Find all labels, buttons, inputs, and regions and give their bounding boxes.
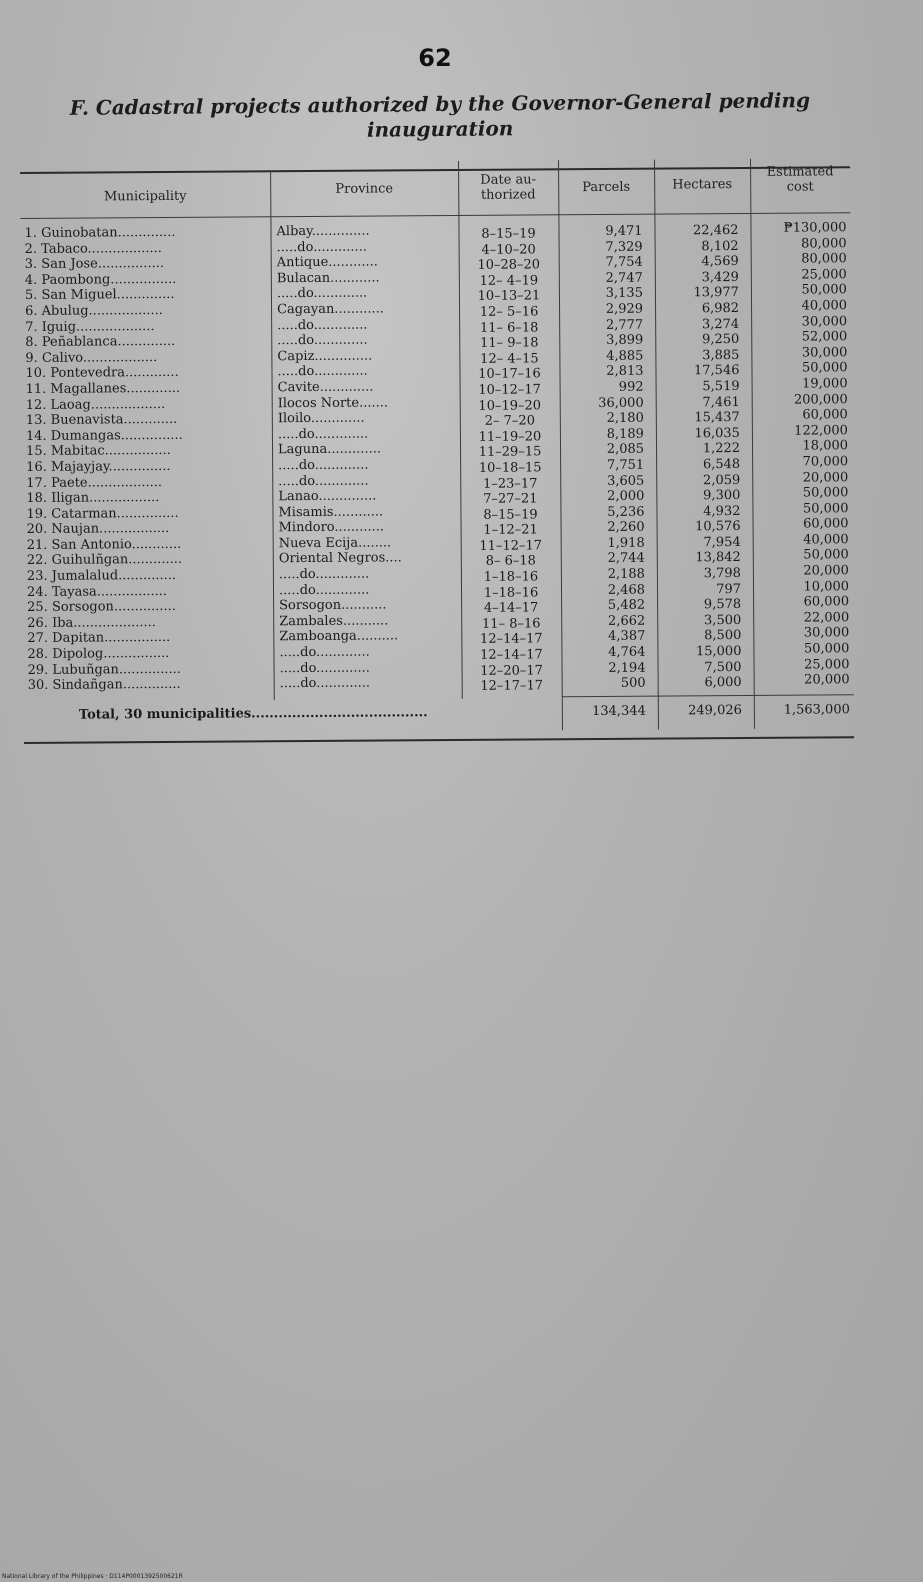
table-cell: 10. Pontevedra.............	[25, 365, 179, 382]
table-cell: 28. Dipolog................	[27, 646, 170, 662]
table-cell: 36,000	[598, 395, 644, 411]
total-label: Total, 30 municipalities.......................................	[78, 705, 428, 723]
table-cell: Ilocos Norte.......	[277, 394, 389, 411]
table-cell: 60,000	[803, 594, 850, 610]
table-cell: 1. Guinobatan..............	[24, 224, 176, 241]
table-cell: 2,777	[605, 317, 644, 333]
table-cell: 1–12–21	[483, 522, 538, 539]
header-bottom-rule	[20, 212, 850, 219]
table-cell: 19,000	[802, 376, 848, 392]
table-cell: 10–13–21	[477, 288, 541, 305]
table-cell: 25,000	[801, 267, 847, 283]
table-cell: 2,180	[606, 410, 644, 427]
table-cell: 4,387	[608, 629, 646, 645]
table-cell: 19. Catarman...............	[26, 505, 179, 522]
total-cost: 1,563,000	[783, 702, 850, 718]
table-cell: 12– 4–15	[480, 351, 539, 367]
table-cell: 80,000	[801, 251, 847, 267]
table-cell: Zambales...........	[279, 613, 389, 630]
table-cell: 4,764	[608, 644, 646, 660]
title-line-1: F. Cadastral projects authorized by the Governor-General pending	[69, 88, 811, 120]
table-cell: 25,000	[803, 656, 850, 673]
table-cell: 8. Peñablanca..............	[25, 334, 176, 351]
table-cell: .....do.............	[279, 675, 371, 692]
table-cell: 60,000	[802, 407, 848, 423]
table-cell: 500	[620, 675, 646, 692]
table-cell: 20. Naujan.................	[26, 521, 170, 538]
table-cell: 20,000	[804, 672, 850, 688]
table-cell: 11– 9–18	[479, 335, 539, 351]
table-cell: 29. Lubuñgan...............	[27, 661, 181, 678]
table-cell: 3,899	[606, 332, 644, 349]
table-cell: 797	[716, 581, 742, 597]
table-cell: 2,194	[608, 660, 646, 676]
table-cell: .....do.............	[276, 285, 368, 302]
table-cell: 50,000	[801, 282, 847, 298]
table-cell: 30,000	[801, 313, 848, 330]
header-municipality: Municipality	[103, 188, 187, 205]
hectares-column	[656, 223, 741, 691]
table-cell: 15,000	[695, 644, 742, 660]
table-cell: 3,605	[606, 473, 645, 489]
table-cell: 2. Tabaco..................	[24, 240, 162, 257]
table-cell: 16,035	[694, 425, 740, 442]
table-cell: 3,500	[703, 612, 742, 629]
table-cell: 21. San Antonio............	[26, 536, 182, 553]
table-cell: 3,429	[701, 269, 739, 286]
total-hectares: 249,026	[688, 702, 742, 719]
table-cell: 8,102	[701, 238, 739, 254]
table-cell: 2,468	[607, 582, 646, 598]
page-title	[40, 88, 840, 146]
table-cell: 122,000	[794, 422, 848, 439]
table-cell: Nueva Ecija........	[278, 535, 392, 552]
table-cell: 8,500	[704, 628, 742, 644]
table-cell: 17,546	[693, 363, 740, 379]
table-cell: 30,000	[803, 625, 850, 641]
table-cell: 10–28–20	[477, 257, 541, 273]
header-cost: Estimated cost	[766, 164, 834, 195]
table-cell: 10–12–17	[478, 382, 541, 398]
table-cell: 14. Dumangas...............	[25, 427, 183, 444]
parcels-column	[560, 224, 645, 692]
date-column	[462, 226, 557, 694]
table-cell: 13. Buenavista.............	[25, 412, 178, 429]
table-cell: 11–19–20	[478, 429, 542, 445]
table-cell: 1–23–17	[483, 475, 538, 492]
table-cell: Albay..............	[276, 223, 370, 240]
table-cell: Oriental Negros....	[278, 550, 402, 567]
table-cell: 5,519	[702, 378, 740, 395]
table-cell: 8– 6–18	[485, 553, 536, 570]
table-cell: 12– 5–16	[479, 304, 539, 320]
table-cell: Mindoro............	[278, 519, 385, 536]
table-cell: 8,189	[606, 426, 644, 442]
table-cell: .....do.............	[279, 660, 370, 676]
table-cell: 9,250	[702, 332, 740, 348]
table-bottom-rule	[24, 736, 854, 744]
table-cell: 22,462	[692, 222, 739, 239]
table-cell: Laguna.............	[277, 441, 382, 458]
table-cell: 8–15–19	[481, 226, 536, 242]
table-cell: 4,885	[606, 348, 644, 364]
table-cell: 13,842	[695, 550, 741, 566]
table-cell: 9,578	[703, 597, 742, 613]
table-cell: 10,000	[803, 578, 850, 595]
header-province: Province	[335, 181, 394, 197]
province-column	[276, 223, 459, 692]
table-cell: 4–10–20	[481, 241, 536, 258]
table-cell: 50,000	[803, 547, 849, 564]
table-cell: 17. Paete..................	[26, 474, 163, 491]
table-cell: .....do.............	[277, 332, 368, 349]
table-cell: 10,576	[695, 519, 741, 535]
table-cell: 2,662	[607, 613, 646, 629]
table-cell: 992	[618, 379, 644, 395]
table-cell: Cavite.............	[277, 379, 374, 396]
table-cell: 1–18–16	[483, 569, 539, 585]
table-cell: 7,329	[605, 239, 643, 255]
table-cell: 2,929	[605, 301, 644, 317]
total-parcels: 134,344	[592, 703, 646, 720]
table-cell: 11– 6–18	[479, 319, 539, 336]
table-cell: Iloilo.............	[277, 410, 365, 427]
table-cell: 4. Paombong................	[24, 271, 177, 288]
table-cell: 30. Sindañgan..............	[27, 677, 181, 694]
table-cell: 2,747	[605, 270, 643, 286]
table-cell: 10–18–15	[478, 460, 542, 476]
table-cell: 6,982	[701, 300, 740, 317]
table-cell: Antique............	[276, 254, 378, 271]
table-cell: 27. Dapitan................	[27, 630, 171, 647]
table-cell: 1–18–16	[483, 585, 539, 601]
header-hectares: Hectares	[672, 177, 733, 193]
table-cell: 23. Jumalalud..............	[26, 567, 177, 585]
table-cell: 6,000	[704, 675, 742, 691]
table-cell: 5. San Miguel..............	[24, 287, 175, 304]
table-cell: 50,000	[801, 360, 848, 376]
table-cell: 70,000	[802, 454, 849, 470]
table-cell: 10–19–20	[478, 397, 542, 414]
table-cell: 20,000	[803, 563, 849, 579]
table-cell: .....do.............	[279, 644, 370, 661]
table-cell: 20,000	[802, 469, 849, 486]
table-cell: 9,471	[605, 223, 643, 239]
table-cell: 3,885	[702, 347, 740, 363]
footer-credit: National Library of the Philippines · D114P0001392500621R	[2, 1573, 183, 1580]
table-cell: 25. Sorsogon...............	[27, 599, 176, 616]
municipality-column	[24, 224, 277, 694]
table-cell: 11–12–17	[479, 538, 543, 554]
table-cell: 22. Guihulñgan.............	[26, 552, 183, 569]
table-cell: 9,300	[703, 488, 741, 504]
table-cell: .....do.............	[278, 566, 370, 583]
table-cell: 24. Tayasa.................	[26, 583, 168, 600]
table-cell: 50,000	[802, 485, 849, 501]
table-cell: 7. Iguig...................	[25, 318, 155, 335]
title-line-2: inauguration	[366, 116, 514, 142]
table-cell: 2,813	[606, 363, 644, 380]
table-cell: 6,548	[702, 456, 741, 473]
table-cell: 1,918	[607, 535, 645, 551]
table-cell: 7–27–21	[483, 491, 538, 507]
table-cell: 12–14–17	[480, 647, 543, 663]
table-cell: 7,754	[605, 254, 643, 271]
table-cell: 18,000	[802, 438, 849, 454]
table-cell: 30,000	[801, 344, 848, 361]
table-cell: 52,000	[801, 329, 848, 345]
table-cell: 26. Iba....................	[27, 614, 156, 631]
table-cell: 11. Magallanes.............	[25, 380, 181, 397]
table-cell: 10–17–16	[478, 366, 541, 383]
table-cell: 4–14–17	[483, 600, 539, 617]
table-cell: 50,000	[802, 500, 849, 517]
table-cell: 18. Iligan.................	[26, 490, 160, 507]
table-cell: Bulacan............	[276, 270, 380, 286]
table-cell: 12–20–17	[480, 662, 543, 679]
table-cell: .....do.............	[277, 317, 368, 333]
table-cell: .....do.............	[277, 426, 369, 442]
table-cell: .....do.............	[278, 473, 369, 489]
table-cell: 4,932	[703, 503, 741, 519]
table-cell: Misamis............	[278, 504, 384, 520]
table-top-rule	[20, 166, 850, 174]
table-cell: 3,274	[701, 316, 740, 332]
table-cell: 13,977	[693, 285, 739, 301]
table-cell: 9. Calivo..................	[25, 349, 158, 366]
table-cell: 40,000	[801, 298, 848, 314]
table-cell: 6. Abulug..................	[25, 302, 163, 319]
table-cell: Zamboanga..........	[279, 628, 399, 645]
table-cell: .....do.............	[276, 239, 367, 255]
table-cell: 11–29–15	[478, 444, 542, 461]
table-cell: 12. Laoag..................	[25, 396, 166, 413]
table-cell: 50,000	[803, 641, 850, 657]
total-rule	[562, 694, 854, 697]
table-cell: 4,569	[701, 254, 739, 270]
table-cell: 2,085	[606, 441, 645, 458]
table-cell: 3. San Jose................	[24, 256, 164, 273]
table-cell: .....do.............	[278, 582, 370, 598]
table-cell: 60,000	[803, 516, 849, 532]
table-cell: 2,188	[607, 566, 645, 582]
cost-column	[752, 220, 849, 688]
page-number: 62	[418, 44, 452, 72]
header-parcels: Parcels	[582, 179, 631, 196]
table-cell: 15. Mabitac................	[25, 443, 171, 460]
table-cell: 5,482	[607, 597, 646, 614]
table-cell: 3,135	[605, 286, 643, 302]
table-cell: 11– 8–16	[481, 616, 541, 632]
table-cell: 1,222	[702, 441, 741, 457]
table-cell: Cagayan............	[276, 301, 384, 318]
table-cell: Capiz..............	[277, 348, 373, 364]
table-cell: 40,000	[803, 532, 849, 548]
table-cell: Sorsogon...........	[279, 597, 387, 614]
table-cell: 8–15–19	[483, 507, 538, 523]
table-cell: .....do.............	[277, 363, 368, 380]
table-cell: 15,437	[694, 410, 740, 426]
table-cell: 3,798	[703, 566, 741, 582]
table-cell: 2,260	[607, 519, 645, 536]
table-cell: 80,000	[801, 235, 847, 252]
table-cell: 7,954	[703, 534, 741, 551]
table-cell: 2,744	[607, 551, 645, 567]
table-cell: 5,236	[607, 504, 645, 520]
table-cell: .....do.............	[278, 457, 369, 474]
table-cell: Lanao..............	[278, 488, 377, 505]
table-cell: 22,000	[803, 610, 850, 626]
table-cell: 12– 4–19	[479, 273, 539, 289]
table-cell: 16. Majayjay...............	[26, 458, 171, 475]
table-cell: 2,000	[607, 488, 645, 505]
cadastral-table	[20, 154, 850, 723]
table-cell: 2– 7–20	[484, 413, 535, 429]
table-cell: 12–17–17	[480, 678, 544, 695]
table-cell: 7,751	[606, 457, 645, 473]
table-cell: 2,059	[702, 472, 741, 488]
header-date: Date au- thorized	[480, 172, 537, 203]
table-cell: 7,500	[704, 659, 742, 675]
table-cell: 7,461	[702, 394, 740, 410]
table-cell: 200,000	[793, 391, 848, 408]
table-cell: ₱130,000	[783, 220, 847, 236]
table-cell: 12–14–17	[479, 631, 543, 648]
